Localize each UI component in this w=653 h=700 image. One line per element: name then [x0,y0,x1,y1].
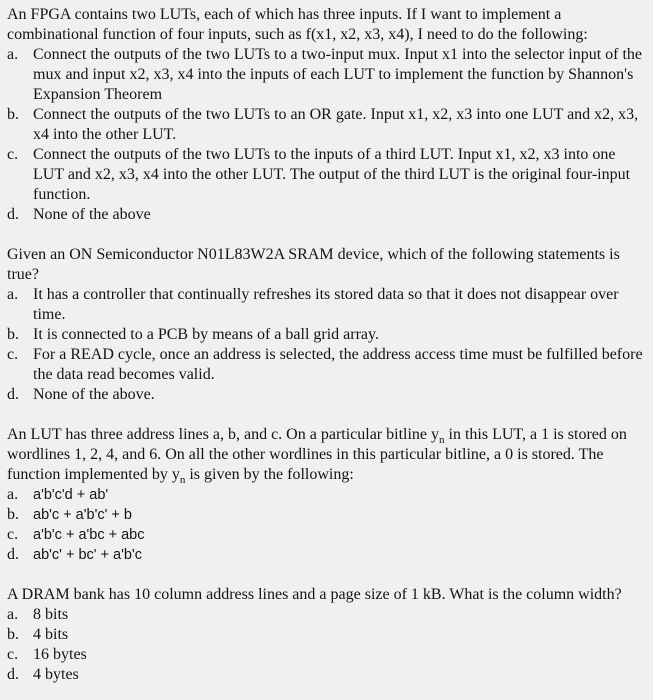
option-4d[interactable] [7,665,643,685]
option-letter: a. [7,606,19,623]
option-text: It is connected to a PCB by means of a ball grid array. [33,326,379,343]
question-3 [7,425,643,565]
option-2b[interactable] [7,325,643,345]
question-4-stem: A DRAM bank has 10 column address lines and a page size of 1 kB. What is the column width? [7,586,622,603]
option-letter: c. [7,526,19,543]
question-1-stem: An FPGA contains two LUTs, each of which has three inputs. If I want to implement a combinational function of four inputs, such as f(x1, x2, x3, x4), I need to do the following: [7,6,588,43]
subscript-n: n [179,474,186,487]
option-text: It has a controller that continually refreshes its stored data so that it does not disappear over time. [33,286,619,323]
option-text: a'b'c'd + ab' [33,487,109,503]
stem-part-3: is given by the following: [185,466,354,483]
option-2c[interactable] [7,345,643,385]
option-letter: d. [7,546,19,563]
option-1c[interactable] [7,145,643,205]
option-letter: a. [7,46,19,63]
option-letter: a. [7,486,19,503]
option-text: Connect the outputs of the two LUTs to an OR gate. Input x1, x2, x3 into one LUT and x2, x3, x4 into the other LUT. [33,106,639,143]
option-text: None of the above [33,206,151,223]
stem-part-1: An LUT has three address lines a, b, and c. On a particular bitline y [7,426,440,443]
question-2-options [7,285,643,405]
option-text: a'b'c + a'bc + abc [33,527,145,543]
option-text: 4 bytes [33,666,79,683]
option-4c[interactable] [7,645,643,665]
question-3-stem [7,425,643,485]
question-2-stem: Given an ON Semiconductor N01L83W2A SRAM device, which of the following statements is true? [7,246,620,283]
option-2d[interactable] [7,385,643,405]
option-text: ab'c' + bc' + a'b'c [33,547,142,563]
subscript-n: n [439,434,445,447]
option-4b[interactable] [7,625,643,645]
option-letter: b. [7,626,19,643]
option-3c[interactable] [7,525,643,545]
option-1b[interactable] [7,105,643,145]
question-4-options [7,605,643,685]
option-letter: c. [7,346,19,363]
option-letter: d. [7,666,19,683]
question-2 [7,245,643,405]
option-4a[interactable] [7,605,643,625]
option-letter: a. [7,286,19,303]
option-3d[interactable] [7,545,643,565]
option-2a[interactable] [7,285,643,325]
option-letter: b. [7,506,19,523]
option-letter: c. [7,646,19,663]
question-4 [7,585,643,685]
option-1d[interactable] [7,205,643,225]
question-1-options [7,45,643,225]
option-text: For a READ cycle, once an address is selected, the address access time must be fulfilled before the data read becomes valid. [33,346,643,383]
option-text: ab'c + a'b'c' + b [33,507,132,523]
question-1 [7,5,643,225]
option-letter: d. [7,386,19,403]
option-1a[interactable] [7,45,643,105]
option-text: 4 bits [33,626,69,643]
question-3-options [7,485,643,565]
stem-part-2: in this LUT, a 1 is stored on wordlines 1, 2, 4, and 6. On all the other wordlines in this particular bitline, a 0 is stored. The function implemented by y [7,426,627,483]
option-text: 8 bits [33,606,69,623]
option-text: Connect the outputs of the two LUTs to a two-input mux. Input x1 into the selector input of the mux and input x2, x3, x4 into the inputs of each LUT to implement the function by Shannon's Expansion Theorem [33,46,643,103]
option-3a[interactable] [7,485,643,505]
option-letter: d. [7,206,19,223]
option-text: Connect the outputs of the two LUTs to the inputs of a third LUT. Input x1, x2, x3 into one LUT and x2, x3, x4 into the other LUT. The output of the third LUT is the original four-input function. [33,146,631,203]
option-letter: c. [7,146,19,163]
option-text: 16 bytes [33,646,87,663]
option-text: None of the above. [33,386,155,403]
option-letter: b. [7,326,19,343]
option-letter: b. [7,106,19,123]
option-3b[interactable] [7,505,643,525]
